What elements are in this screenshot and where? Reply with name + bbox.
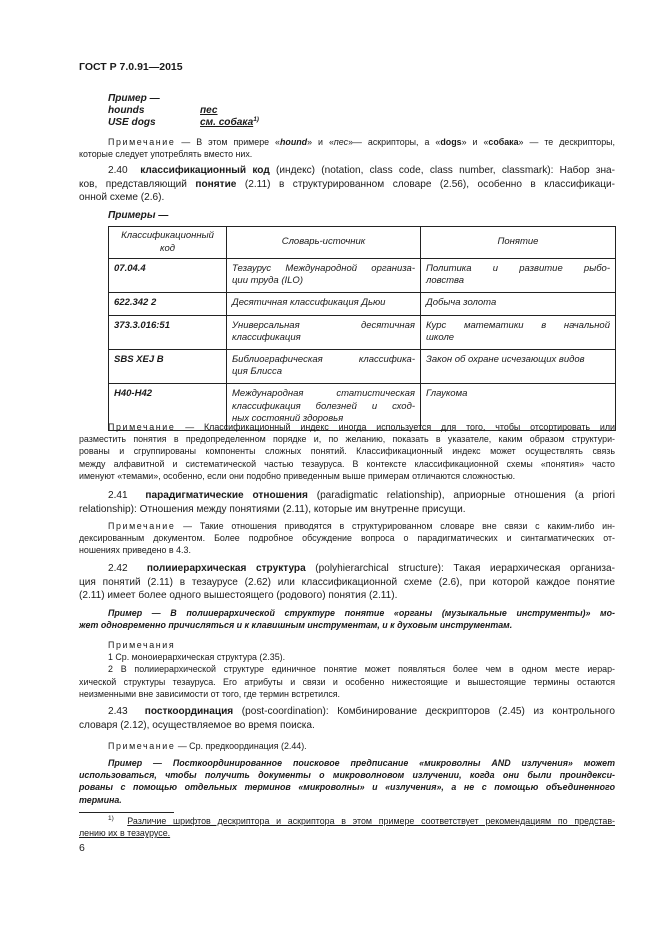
document-code: ГОСТ Р 7.0.91—2015 [79, 61, 183, 73]
source-cell: Тезаурус Международной организа- ции труда (ILO) [227, 259, 421, 293]
column-header: Понятие [421, 227, 616, 259]
footnote-separator [79, 812, 174, 813]
concept-cell: Добыча золота [421, 293, 616, 315]
note: Примечание — Такие отношения приводятся в структурированном словаре вне связи с каким-либо ин- дексированным документом. Более подробное обсуждение вопроса о парадигматических и синтагматических от- ношениях приведено в 4.3. [79, 521, 615, 556]
table-row [109, 315, 616, 349]
table-header-row [109, 227, 616, 259]
note: Примечание — В этом примере «hound» и «пес»— аскрипторы, а «dogs» и «собака» — те дескрипторы, которые следует употреблять вместо них. [79, 137, 616, 160]
term-entry-2-43: 2.43 посткоординация (post-coordination): Комбинирование дескрипторов (2.45) из контрольного словаря (2.12), осуществляемое во время поиска. [79, 706, 615, 731]
example: Пример — В полииерархической структуре понятие «органы (музыкальные инструменты)» мо- жет одновременно причисляться и к клавишным инструментам, и к духовым инструментам. [79, 608, 615, 631]
examples-heading: Примеры — [108, 210, 169, 221]
note: Примечание — Ср. предкоординация (2.44). [108, 741, 307, 751]
footnote: $^{1)}$ Различие шрифтов дескриптора и аскриптора в этом примере соответствует рекомендациям по представ- лению их в тезаурусе. [79, 815, 615, 839]
term-entry-2-42: 2.42 полииерархическая структура (polyhierarchical structure): Такая иерархическая организа- ция понятий (2.11) в тезаурусе (2.62) или классификационной схеме (2.6), при которой каждое понятие (2.11) имеет более одного вышестоящего (родового) понятия (2.11). [79, 563, 616, 602]
classification-table [108, 226, 616, 431]
notes: Примечания 1 Ср. моноиерархическая структура (2.35). 2 В полииерархической структуре единичное понятие может появляться более чем в одном месте иерар- хической структуры тезауруса. Его атрибуты и связи и особенно нижестоящие и вышестоящие термины остаются неизменными вне зависимости от того, где термин встретился. [79, 640, 615, 699]
term-name: полииерархическая структура [146, 563, 306, 574]
source-cell: Десятичная классификация Дьюи [227, 293, 421, 315]
example-term-left: hounds [108, 105, 145, 116]
table-row [109, 350, 616, 384]
concept-cell: Политика и развитие рыбо- ловства [421, 259, 616, 293]
note: Примечание — Классификационный индекс иногда используется для того, чтобы отсортировать или разместить понятия в предопределенном порядке и, по желанию, показать в указателе, каким образом структури- рованы и сгруппированы компоненты сложных понятий. Классификационный индекс может осуществлять связь между алфавитной и систематической частью тезауруса. В контексте классификационной схемы «понятия» часто именуют «темами», особенно, если они подобно приведенным выше примерам отличаются сложностью. [79, 422, 615, 481]
concept-cell: Курс математики в начальной школе [421, 315, 616, 349]
source-cell: Международная статистическая классификация болезней и сход- ных состояний здоровья [227, 384, 421, 431]
concept-cell: Закон об охране исчезающих видов [421, 350, 616, 384]
example: Пример — Посткоординированное поисковое предписание «микроволны AND излучения» может использоваться, чтобы получить документы о микроволновом излучении, когда они были проиндекси- рованы с помощью отдельных терминов «микроволны» и «излучения», а не с помощью объединенного термина. [79, 758, 615, 805]
example-term-left: USE dogs [108, 117, 156, 128]
code-cell: SBS XEJ B [109, 350, 227, 384]
column-header: Классификационный код [109, 227, 227, 259]
footnote-ref: 1) [253, 116, 259, 123]
example-heading: Пример — [108, 93, 160, 104]
table-row [109, 293, 616, 315]
term-name: парадигматические отношения [145, 490, 308, 501]
page-number: 6 [79, 842, 85, 854]
concept-cell: Глаукома [421, 384, 616, 431]
table-row [109, 259, 616, 293]
term-name: классификационный код [140, 165, 270, 176]
example-term-right: пес [200, 105, 218, 116]
term-name: посткоординация [144, 706, 234, 717]
code-cell: H40-H42 [109, 384, 227, 431]
column-header: Словарь-источник [227, 227, 421, 259]
code-cell: 07.04.4 [109, 259, 227, 293]
code-cell: 373.3.016:51 [109, 315, 227, 349]
code-cell: 622.342 2 [109, 293, 227, 315]
term-entry-2-41: 2.41 парадигматические отношения (paradigmatic relationship), априорные отношения (a priori relationship): Отношения между понятиями (2.11), которые им внутренне присущи. [79, 490, 615, 515]
source-cell: Библиографическая классифика- ция Блисса [227, 350, 421, 384]
term-entry-2-40: 2.40 классификационный код (индекс) (notation, class code, class number, classmark): Набор зна- ков, представляющий понятие (2.11) в структурированном словаре (2.56), особенно в классификаци- онной схеме (2.6). [79, 165, 616, 204]
example-term-right: см. собака$^{1)}$ [200, 116, 259, 128]
source-cell: Универсальная десятичная классификация [227, 315, 421, 349]
